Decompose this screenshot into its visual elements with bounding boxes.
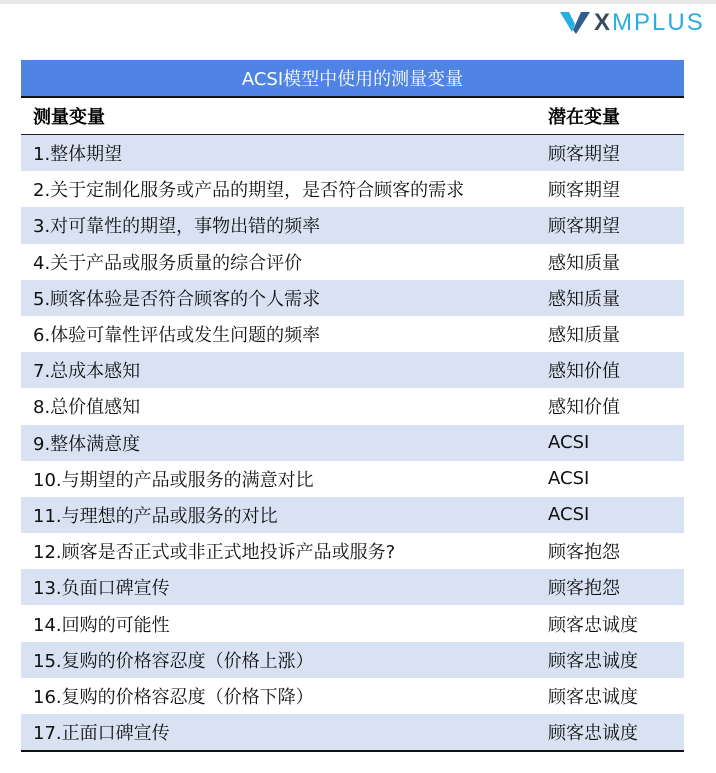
latent-cell: 顾客期望: [548, 180, 620, 202]
latent-cell: ACSI: [548, 504, 590, 526]
table-row: [21, 497, 684, 533]
latent-cell: 顾客期望: [548, 144, 620, 166]
measure-cell: 4.关于产品或服务质量的综合评价: [33, 252, 303, 274]
measure-cell: 11.与理想的产品或服务的对比: [33, 505, 278, 527]
table-title: ACSI模型中使用的测量变量: [21, 60, 684, 96]
latent-cell: 感知质量: [548, 288, 620, 310]
measure-cell: 5.顾客体验是否符合顾客的个人需求: [33, 288, 321, 310]
table-row: [21, 714, 684, 750]
latent-cell: 顾客忠诚度: [548, 723, 638, 745]
top-rule: [0, 0, 716, 4]
table-row: [21, 461, 684, 497]
latent-cell: 顾客忠诚度: [548, 650, 638, 672]
logo-wordmark: XMPLUS: [594, 9, 705, 36]
measure-cell: 2.关于定制化服务或产品的期望，是否符合顾客的需求: [33, 180, 465, 202]
table-row: [21, 135, 684, 171]
measure-cell: 1.整体期望: [33, 144, 123, 166]
latent-cell: 顾客忠诚度: [548, 686, 638, 708]
header-latent: 潜在变量: [548, 107, 620, 128]
measure-cell: 6.体验可靠性评估或发生问题的频率: [33, 325, 321, 347]
table-row: [21, 425, 684, 461]
latent-cell: 感知价值: [548, 397, 620, 419]
table-row: [21, 678, 684, 714]
table-bottom-rule: [21, 750, 684, 752]
table-row: [21, 533, 684, 569]
table-row: [21, 207, 684, 243]
xmplus-logo: [560, 8, 705, 38]
table-row: [21, 280, 684, 316]
measure-cell: 10.与期望的产品或服务的满意对比: [33, 469, 314, 491]
acsi-measure-table: [21, 60, 684, 752]
latent-cell: 感知价值: [548, 361, 620, 383]
latent-cell: ACSI: [548, 468, 590, 490]
measure-cell: 14.回购的可能性: [33, 614, 170, 636]
table-row: [21, 316, 684, 352]
measure-cell: 8.总价值感知: [33, 397, 141, 419]
latent-cell: 感知质量: [548, 252, 620, 274]
header-measure: 测量变量: [33, 107, 105, 128]
measure-cell: 12.顾客是否正式或非正式地投诉产品或服务?: [33, 542, 396, 564]
table-row: [21, 569, 684, 605]
table-row: [21, 352, 684, 388]
latent-cell: 顾客忠诚度: [548, 614, 638, 636]
table-row: [21, 388, 684, 424]
table-row: [21, 605, 684, 641]
measure-cell: 9.整体满意度: [33, 433, 141, 455]
measure-cell: 17.正面口碑宣传: [33, 723, 170, 745]
measure-cell: 13.负面口碑宣传: [33, 578, 170, 600]
table-row: [21, 171, 684, 207]
latent-cell: 顾客抱怨: [548, 578, 620, 600]
table-body: [21, 135, 684, 750]
table-row: [21, 642, 684, 678]
latent-cell: ACSI: [548, 432, 590, 454]
table-header-row: [21, 96, 684, 135]
xmplus-mark-icon: [560, 10, 590, 36]
measure-cell: 16.复购的价格容忍度（价格下降）: [33, 686, 314, 708]
measure-cell: 15.复购的价格容忍度（价格上涨）: [33, 650, 314, 672]
latent-cell: 顾客抱怨: [548, 542, 620, 564]
measure-cell: 7.总成本感知: [33, 361, 141, 383]
latent-cell: 感知质量: [548, 325, 620, 347]
measure-cell: 3.对可靠性的期望，事物出错的频率: [33, 216, 321, 238]
table-row: [21, 244, 684, 280]
latent-cell: 顾客期望: [548, 216, 620, 238]
